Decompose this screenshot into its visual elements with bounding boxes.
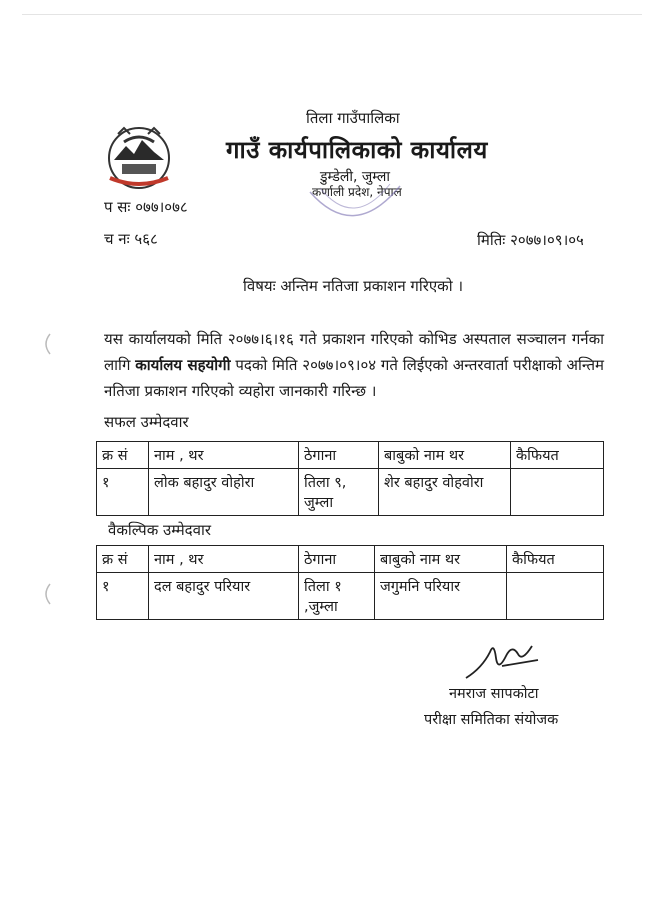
fiscal-year-ref: प सः ०७७।०७८ (104, 198, 188, 216)
office-location: डुम्डेली, जुम्ला (320, 169, 391, 185)
col-sn: क्र सं (97, 546, 149, 573)
cell-address: तिला ९, जुम्ला (299, 469, 379, 516)
letter-date: मितिः २०७७।०९।०५ (477, 231, 584, 249)
province-name: कर्णाली प्रदेश, नेपाल (312, 185, 402, 199)
cell-sn: १ (97, 573, 149, 620)
table-row (97, 469, 604, 516)
col-name: नाम , थर (149, 442, 299, 469)
office-stamp-icon (302, 172, 406, 234)
col-name: नाम , थर (149, 546, 299, 573)
signature-icon (462, 638, 542, 684)
col-father-name: बाबुको नाम थर (379, 442, 511, 469)
table-header-row (97, 546, 604, 573)
col-remarks: कैफियत (507, 546, 604, 573)
alternate-heading: वैकल्पिक उम्मेदवार (108, 521, 211, 539)
body-text-1: यस कार्यालयको मिति २०७७।६।१६ गते प्रकाशन गरिएको कोभिड अस्पताल सञ्चालन गर्नका लागि (104, 330, 604, 374)
successful-table (96, 441, 604, 516)
cell-sn: १ (97, 469, 149, 516)
punch-hole-mark-icon (40, 582, 52, 606)
table-row (97, 573, 604, 620)
col-remarks: कैफियत (511, 442, 604, 469)
cell-name: लोक बहादुर वोहोरा (149, 469, 299, 516)
cell-father-name: जगुमनि परियार (375, 573, 507, 620)
table-header-row (97, 442, 604, 469)
cell-name: दल बहादुर परियार (149, 573, 299, 620)
punch-hole-mark-icon (40, 332, 52, 356)
dispatch-number: च नः ५६८ (104, 230, 158, 248)
page-edge-line (22, 14, 642, 15)
office-title: गाउँ कार्यपालिकाको कार्यालय (226, 136, 488, 164)
cell-father-name: शेर बहादुर वोहवोरा (379, 469, 511, 516)
cell-address: तिला १ ,जुम्ला (299, 573, 375, 620)
col-father-name: बाबुको नाम थर (375, 546, 507, 573)
body-post-name: कार्यालय सहयोगी (135, 356, 231, 374)
letter-subject: विषयः अन्तिम नतिजा प्रकाशन गरिएको । (243, 277, 464, 295)
cell-remarks (507, 573, 604, 620)
nepal-emblem-icon (104, 120, 174, 192)
alternate-table (96, 545, 604, 620)
col-address: ठेगाना (299, 546, 375, 573)
signatory-name: नमराज सापकोटा (449, 686, 539, 702)
body-text-2: पदको मिति २०७७।०९।०४ गते लिईएको अन्तरवार्ता परीक्षाको अन्तिम नतिजा प्रकाशन गरिएको व्यहोरा जानकारी गरिन्छ । (104, 356, 605, 400)
letter-body (104, 326, 604, 404)
successful-heading: सफल उम्मेदवार (104, 413, 189, 431)
col-sn: क्र सं (97, 442, 149, 469)
cell-remarks (511, 469, 604, 516)
municipality-name: तिला गाउँपालिका (306, 109, 400, 127)
signatory-role: परीक्षा समितिका संयोजक (424, 712, 559, 728)
col-address: ठेगाना (299, 442, 379, 469)
